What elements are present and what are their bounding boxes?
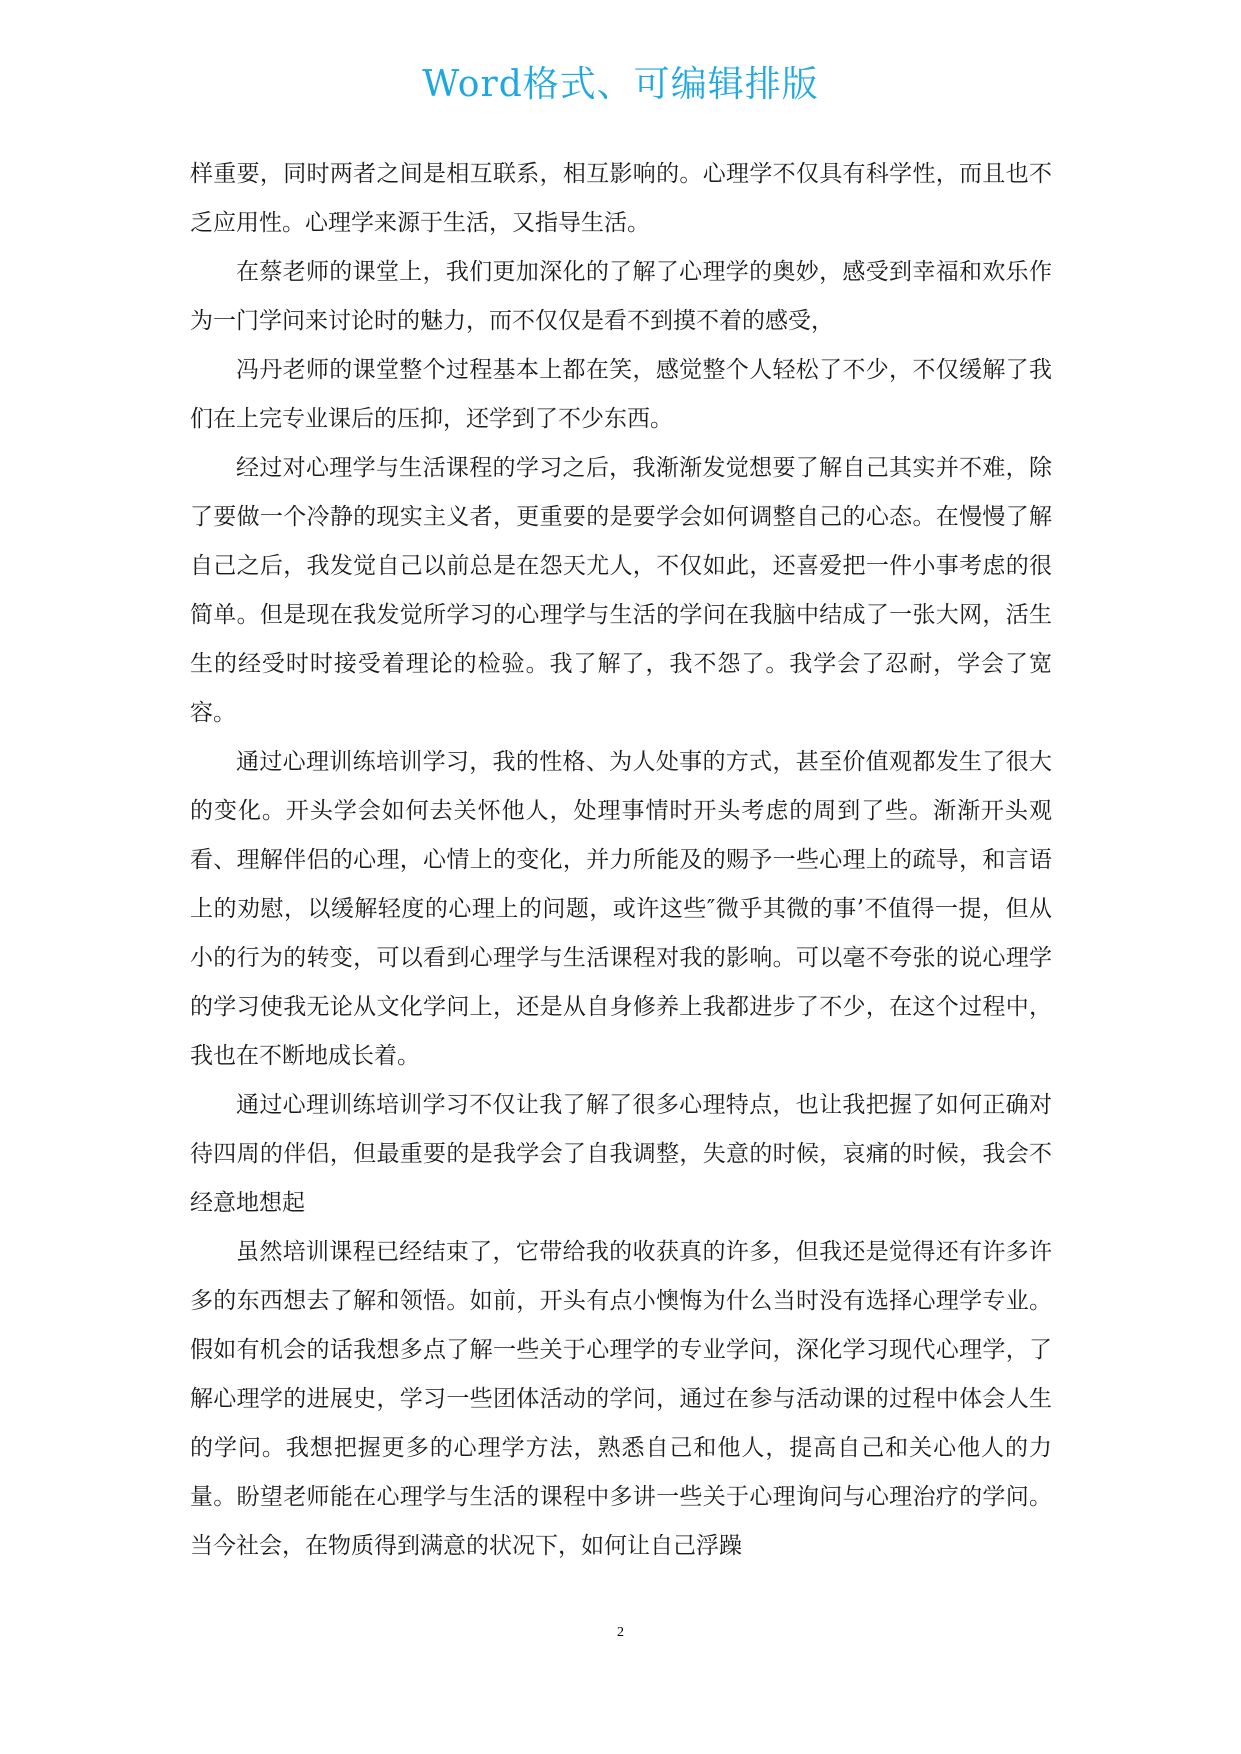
- document-body: [190, 150, 1052, 1571]
- paragraph: 冯丹老师的课堂整个过程基本上都在笑，感觉整个人轻松了不少，不仅缓解了我们在上完专业课后的压抑，还学到了不少东西。: [190, 357, 1052, 432]
- paragraph: 在蔡老师的课堂上，我们更加深化的了解了心理学的奥妙，感受到幸福和欢乐作为一门学问来讨论时的魅力，而不仅仅是看不到摸不着的感受，: [190, 259, 1052, 334]
- paragraph: 通过心理训练培训学习不仅让我了解了很多心理特点，也让我把握了如何正确对待四周的伴侣，但最重要的是我学会了自我调整，失意的时候，哀痛的时候，我会不经意地想起: [190, 1092, 1052, 1216]
- paragraph: 虽然培训课程已经结束了，它带给我的收获真的许多，但我还是觉得还有许多许多的东西想去了解和领悟。如前，开头有点小懊悔为什么当时没有选择心理学专业。假如有机会的话我想多点了解一些关于心理学的专业学问，深化学习现代心理学，了解心理学的进展史，学习一些团体活动的学问，通过在参与活动课的过程中体会人生的学问。我想把握更多的心理学方法，熟悉自己和他人，提高自己和关心他人的力量。盼望老师能在心理学与生活的课程中多讲一些关于心理询问与心理治疗的学问。当今社会，在物质得到满意的状况下，如何让自己浮躁: [190, 1239, 1052, 1559]
- page-number: 2: [617, 1625, 624, 1640]
- paragraph: 样重要，同时两者之间是相互联系，相互影响的。心理学不仅具有科学性，而且也不乏应用性。心理学来源于生活，又指导生活。: [190, 161, 1052, 236]
- paragraph: 经过对心理学与生活课程的学习之后，我渐渐发觉想要了解自己其实并不难，除了要做一个冷静的现实主义者，更重要的是要学会如何调整自己的心态。在慢慢了解自己之后，我发觉自己以前总是在怨天尤人，不仅如此，还喜爱把一件小事考虑的很简单。但是现在我发觉所学习的心理学与生活的学问在我脑中结成了一张大网，活生生的经受时时接受着理论的检验。我了解了，我不怨了。我学会了忍耐，学会了宽容。: [190, 455, 1052, 726]
- paragraph: 通过心理训练培训学习，我的性格、为人处事的方式，甚至价值观都发生了很大的变化。开头学会如何去关怀他人，处理事情时开头考虑的周到了些。渐渐开头观看、理解伴侣的心理，心情上的变化，并力所能及的赐予一些心理上的疏导，和言语上的劝慰，以缓解轻度的心理上的问题，或许这些″微乎其微的事’不值得一提，但从小的行为的转变，可以看到心理学与生活课程对我的影响。可以毫不夸张的说心理学的学习使我无论从文化学问上，还是从自身修养上我都进步了不少，在这个过程中，我也在不断地成长着。: [190, 749, 1052, 1069]
- header-title: Word格式、可编辑排版: [422, 64, 819, 105]
